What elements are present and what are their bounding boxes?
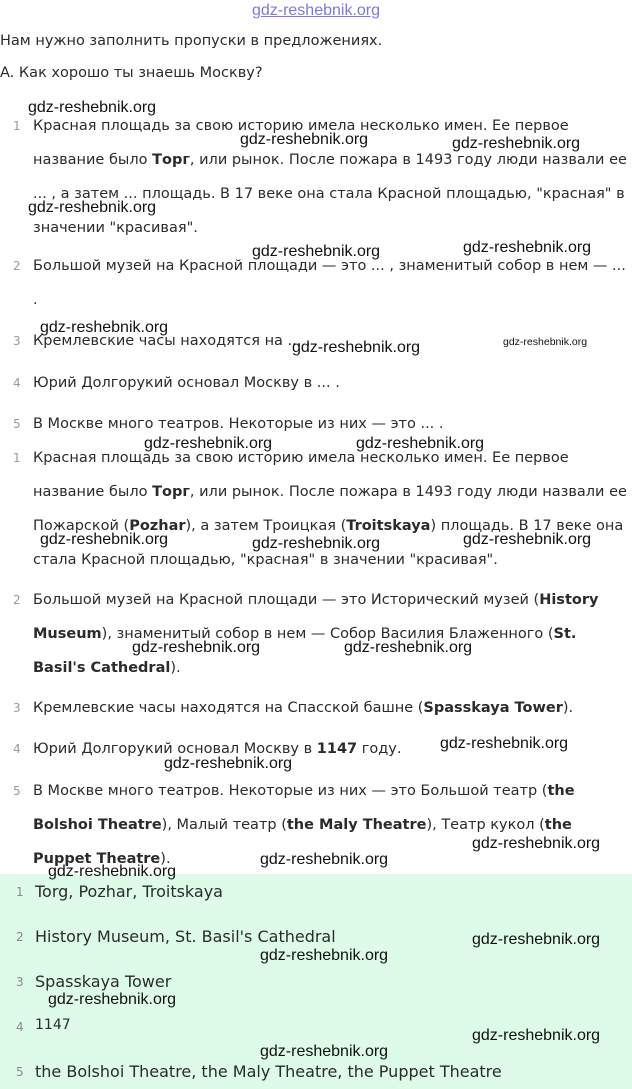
filled-number: 4 — [13, 742, 21, 756]
answer-text: 1147 — [35, 1017, 71, 1033]
watermark: gdz-reshebnik.org — [260, 851, 389, 868]
question-text: В Москве много театров. Некоторые из них — это ... . — [33, 416, 444, 432]
watermark: gdz-reshebnik.org — [48, 991, 177, 1008]
filled-text: В Москве много театров. Некоторые из них — это Большой театр (the Bolshoi Theatre), Малый театр (the Maly Theatre), Театр кукол (the Puppet Theatre). — [33, 783, 575, 867]
watermark: gdz-reshebnik.org — [463, 531, 592, 548]
answer-number: 4 — [16, 1020, 24, 1034]
watermark: gdz-reshebnik.org — [440, 735, 569, 752]
watermark: gdz-reshebnik.org — [144, 435, 273, 452]
filled-number: 5 — [13, 784, 21, 798]
watermark: gdz-reshebnik.org — [344, 639, 473, 656]
filled-text: Юрий Долгорукий основал Москву в 1147 году. — [33, 741, 402, 757]
watermark: gdz-reshebnik.org — [472, 1027, 601, 1044]
header-site-link[interactable]: gdz-reshebnik.org — [251, 2, 381, 19]
question-number: 5 — [13, 417, 21, 431]
watermark: gdz-reshebnik.org — [260, 947, 389, 964]
watermark: gdz-reshebnik.org — [40, 531, 169, 548]
filled-text: Кремлевские часы находятся на Спасской башне (Spasskaya Tower). — [33, 700, 574, 716]
watermark: gdz-reshebnik.org — [48, 863, 177, 880]
question-text: Кремлевские часы находятся на ... . — [33, 333, 311, 349]
watermark: gdz-reshebnik.org — [28, 199, 157, 216]
filled-text: Большой музей на Красной площади — это Исторический музей (History Museum), знаменитый собор в нем — Собор Василия Блаженного (St. Basil's Cathedral). — [33, 592, 599, 676]
watermark: gdz-reshebnik.org — [28, 99, 157, 116]
watermark: gdz-reshebnik.org — [292, 339, 421, 356]
watermark: gdz-reshebnik.org — [132, 639, 261, 656]
watermark: gdz-reshebnik.org — [164, 755, 293, 772]
question-text: Большой музей на Красной площади — это ... , знаменитый собор в нем — ... . — [33, 258, 626, 308]
question-number: 2 — [13, 259, 21, 273]
watermark: gdz-reshebnik.org — [40, 319, 169, 336]
watermark: gdz-reshebnik.org — [452, 135, 581, 152]
answer-text: Torg, Pozhar, Troitskaya — [35, 882, 223, 901]
answer-text: History Museum, St. Basil's Cathedral — [35, 927, 336, 946]
section-title: A. Как хорошо ты знаешь Москву? — [0, 65, 263, 81]
watermark: gdz-reshebnik.org — [463, 239, 592, 256]
answer-number: 5 — [16, 1065, 24, 1079]
watermark: gdz-reshebnik.org — [356, 435, 485, 452]
filled-number: 3 — [13, 701, 21, 715]
answer-number: 1 — [16, 885, 24, 899]
filled-number: 2 — [13, 593, 21, 607]
watermark: gdz-reshebnik.org — [472, 931, 601, 948]
question-number: 4 — [13, 376, 21, 390]
watermark: gdz-reshebnik.org — [252, 243, 381, 260]
filled-text: Красная площадь за свою историю имела несколько имен. Ее первое название было Торг, или рынок. После пожара в 1493 году люди назвали ее Пожарской (Pozhar), а затем Троицкая (Troitskaya) площадь. В 17 веке она стала Красной площадью, "красная" в значении "красивая". — [33, 450, 627, 568]
answer-text: Spasskaya Tower — [35, 972, 172, 991]
answer-number: 3 — [16, 975, 24, 989]
question-number: 3 — [13, 334, 21, 348]
answer-text: the Bolshoi Theatre, the Maly Theatre, the Puppet Theatre — [35, 1062, 502, 1081]
watermark: gdz-reshebnik.org — [472, 835, 601, 852]
watermark: gdz-reshebnik.org — [252, 535, 381, 552]
intro-text: Нам нужно заполнить пропуски в предложениях. — [0, 33, 383, 49]
watermark: gdz-reshebnik.org — [503, 336, 588, 348]
question-text: Красная площадь за свою историю имела несколько имен. Ее первое название было Торг, или рынок. После пожара в 1493 году люди назвали ее ... , а затем ... площадь. В 17 веке она стала Красной площадью, "красная" в значении "красивая". — [33, 118, 627, 236]
watermark: gdz-reshebnik.org — [240, 131, 369, 148]
filled-number: 1 — [13, 451, 21, 465]
question-number: 1 — [13, 119, 21, 133]
question-text: Юрий Долгорукий основал Москву в ... . — [33, 375, 340, 391]
answer-number: 2 — [16, 930, 24, 944]
watermark: gdz-reshebnik.org — [260, 1043, 389, 1060]
